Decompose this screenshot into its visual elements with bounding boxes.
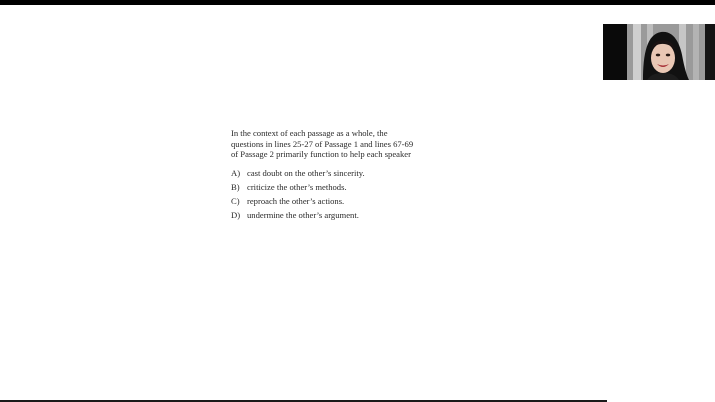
- choice-text: criticize the other’s methods.: [247, 182, 347, 192]
- answer-choice-b[interactable]: [231, 180, 365, 194]
- answer-choices: [231, 166, 365, 222]
- answer-choice-c[interactable]: [231, 194, 365, 208]
- choice-text: cast doubt on the other’s sincerity.: [247, 168, 365, 178]
- question-stem-line: questions in lines 25-27 of Passage 1 and lines 67-69: [231, 138, 414, 149]
- choice-text: reproach the other’s actions.: [247, 196, 345, 206]
- choice-letter: B): [231, 182, 240, 192]
- choice-letter: A): [231, 168, 241, 178]
- answer-choice-a[interactable]: [231, 166, 365, 180]
- choice-letter: C): [231, 196, 240, 206]
- choice-text: undermine the other’s argument.: [247, 210, 359, 220]
- choice-letter: D): [231, 210, 241, 220]
- question-stem-line: of Passage 2 primarily function to help each speaker: [231, 149, 411, 160]
- presenter-webcam-video: [603, 24, 715, 80]
- question-stem-line: In the context of each passage as a whole, the: [231, 128, 388, 138]
- answer-choice-d[interactable]: [231, 208, 365, 222]
- top-border: [0, 0, 715, 5]
- question-stem: [231, 128, 441, 160]
- presenter-video-icon: [603, 24, 715, 80]
